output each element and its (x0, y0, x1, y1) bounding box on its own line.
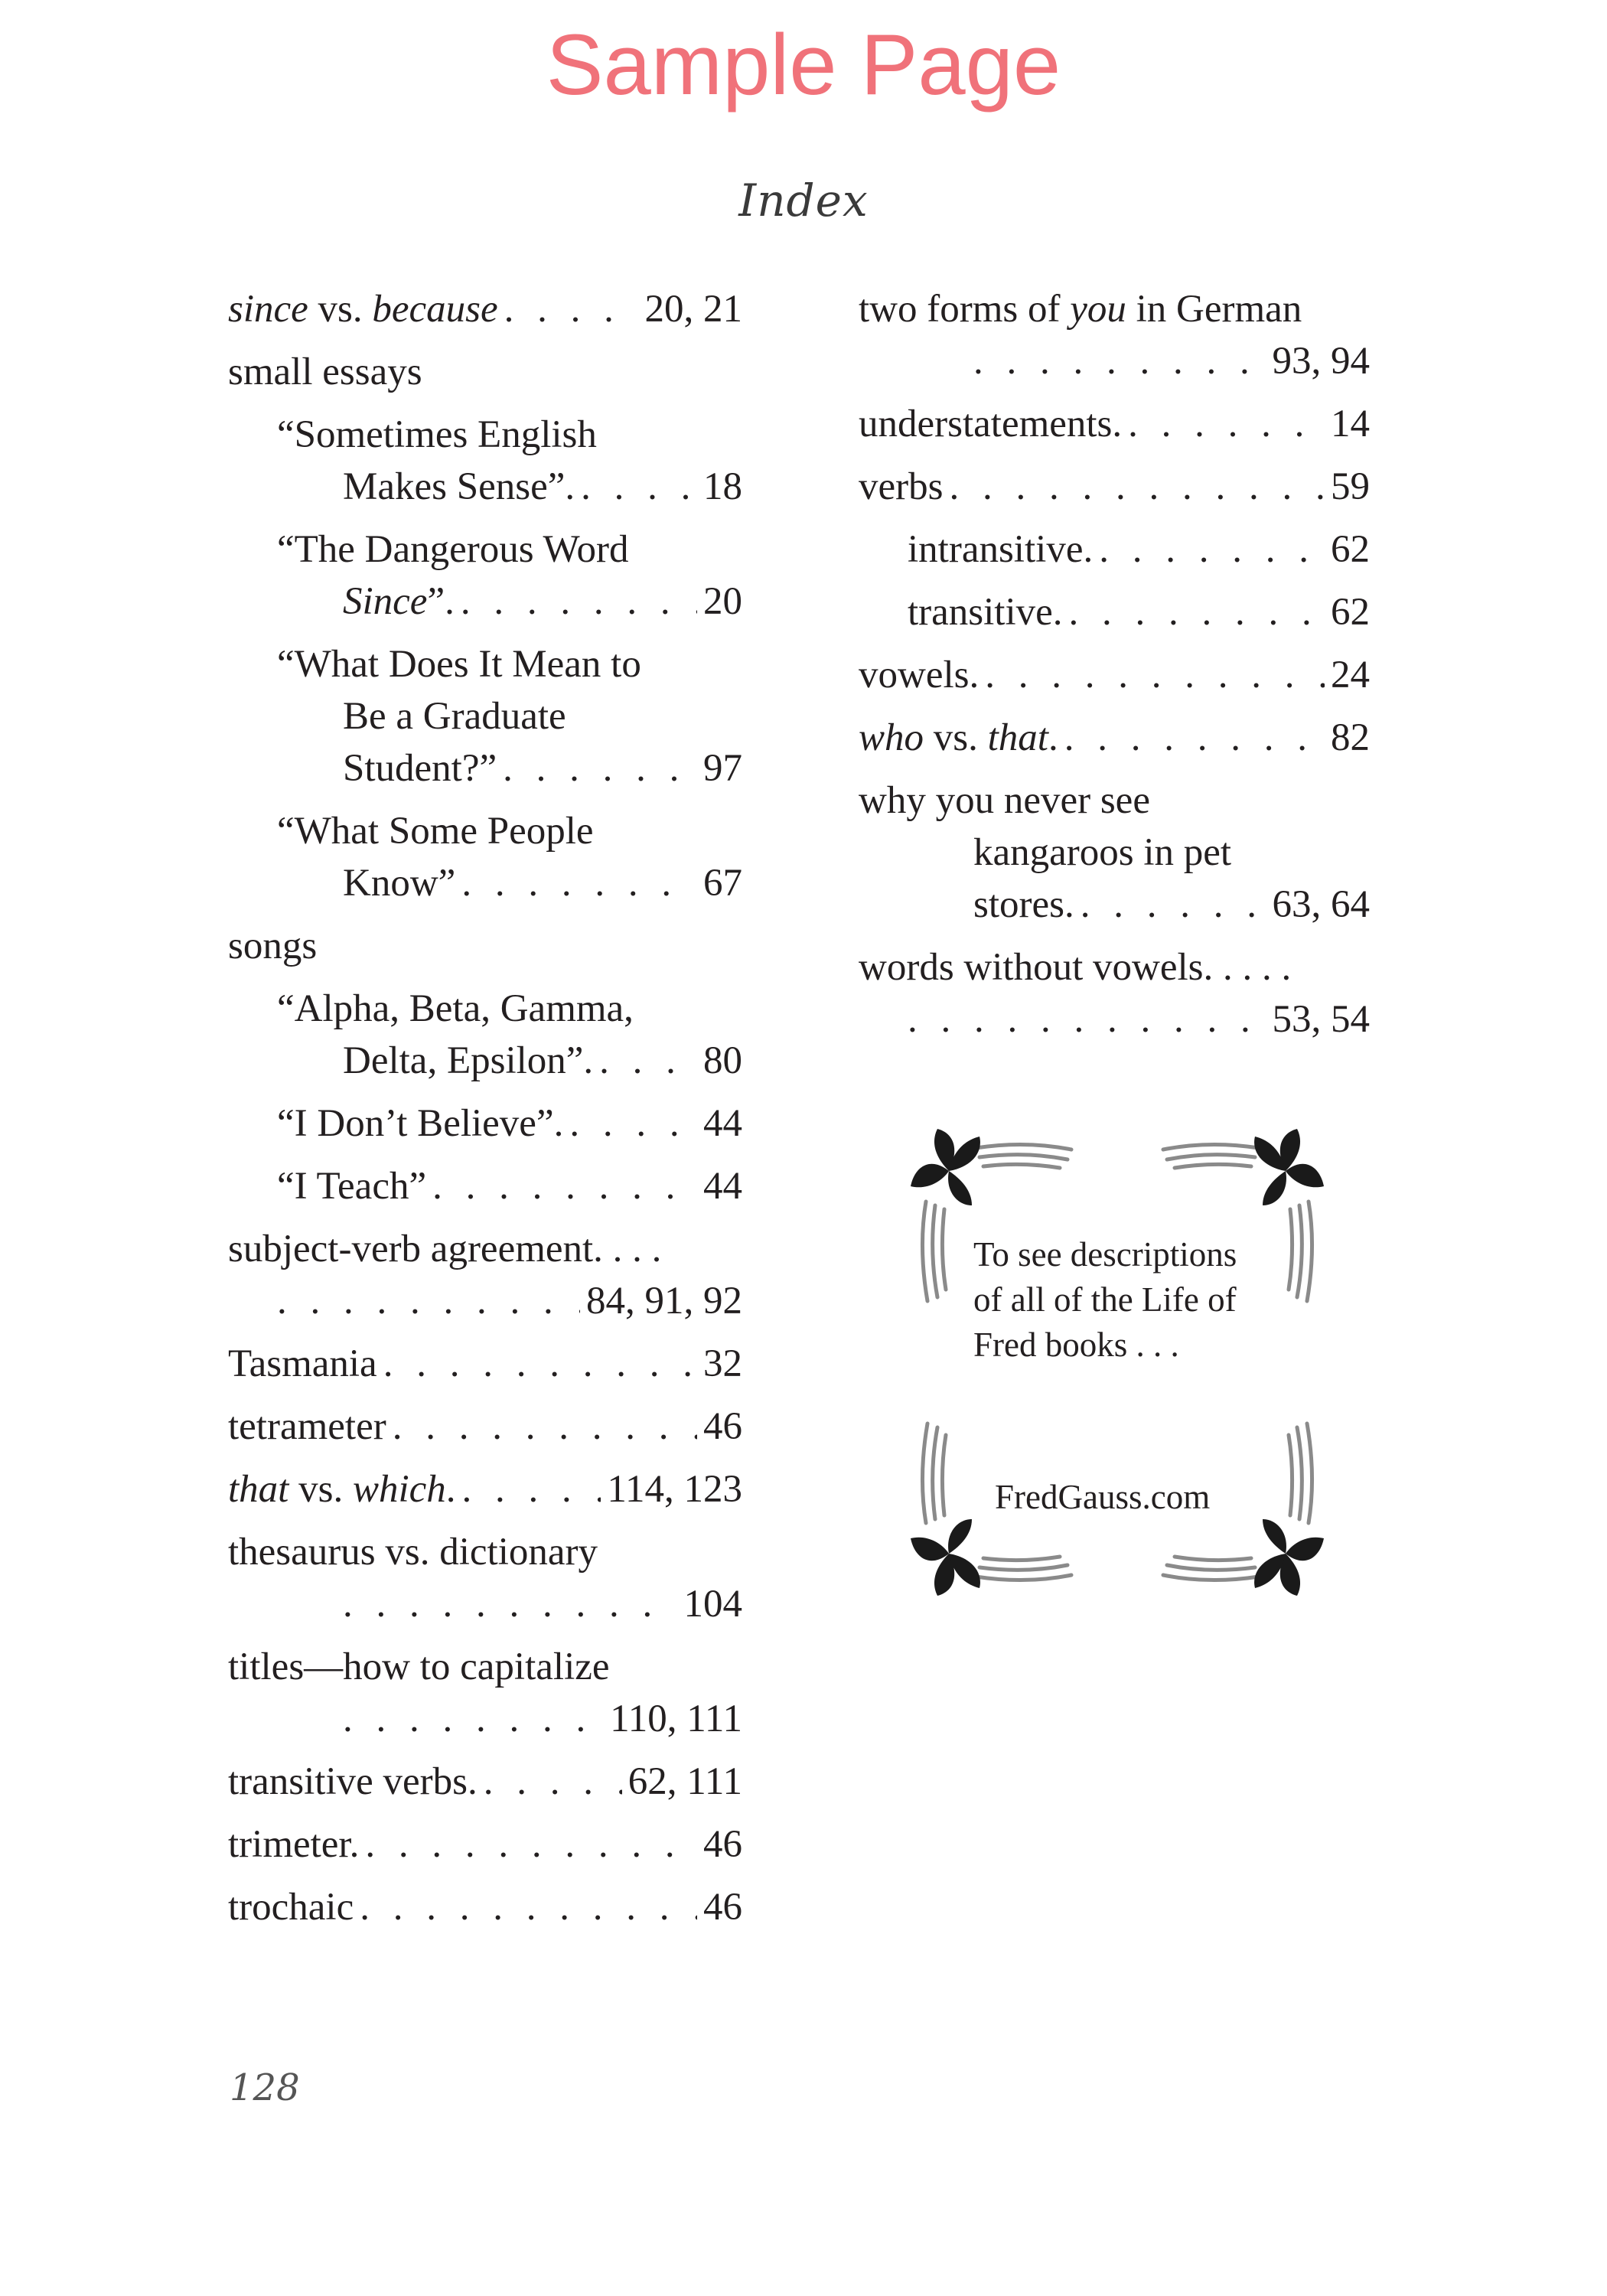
index-entry: small essays (228, 351, 422, 393)
index-subentry: “I Teach” . . . 44 (228, 1160, 742, 1212)
index-entry: subject-verb agreement. . . . . . . 84, 91, 92 (228, 1223, 742, 1327)
page-ref: 18 (703, 465, 742, 508)
page-ref: 93, 94 (1272, 340, 1370, 383)
index-entry: why you never see kangaroos in pet stores. . . . 63, 64 (859, 775, 1370, 931)
page-number: 128 (230, 2066, 300, 2109)
page-ref: 97 (703, 747, 742, 790)
index-entry: songs (228, 925, 318, 967)
index-column-left (228, 283, 742, 1944)
page-ref: 44 (703, 1102, 742, 1145)
index-entry: thesaurus vs. dictionary . . . 104 (228, 1526, 742, 1630)
page-ref: 24 (1331, 654, 1370, 696)
page-ref: 63, 64 (1272, 883, 1370, 926)
index-entry: titles—how to capitalize . . . 110, 111 (228, 1641, 742, 1745)
index-subentry: “Sometimes English Makes Sense”. . . . 18 (228, 409, 742, 513)
index-entry: two forms of you in German . . . 93, 94 (859, 283, 1370, 387)
page-ref: 59 (1331, 465, 1370, 508)
index-entry: vowels. . . . 24 (859, 649, 1370, 701)
promo-text: To see descriptions of all of the Life of Fred books . . . (973, 1235, 1237, 1364)
page-ref: 104 (683, 1583, 742, 1626)
page-ref: 46 (703, 1886, 742, 1929)
page-ref: 44 (703, 1165, 742, 1208)
index-entry: verbs . . . 59 (859, 461, 1370, 513)
index-entry: tetrameter . . . 46 (228, 1401, 742, 1453)
index-subentry: transitive. . . . 62 (859, 586, 1370, 638)
page-ref: 80 (703, 1039, 742, 1082)
page-ref: 46 (703, 1405, 742, 1448)
page-ref: 62 (1331, 528, 1370, 571)
index-subentry: “What Does It Mean to Be a Graduate Student?” . . . 97 (228, 638, 742, 794)
index-subentry: intransitive. . . . 62 (859, 523, 1370, 576)
page-ref: 46 (703, 1823, 742, 1866)
index-entry: trochaic . . . 46 (228, 1881, 742, 1933)
index-entry: transitive verbs. . . . 62, 111 (228, 1756, 742, 1808)
index-entry: since vs. because . . . 20, 21 (228, 283, 742, 335)
page-ref: 67 (703, 862, 742, 905)
page-ref: 20, 21 (644, 288, 742, 331)
index-subentry: “Alpha, Beta, Gamma, Delta, Epsilon”. . . . 80 (228, 983, 742, 1087)
index-entry: who vs. that. . . . 82 (859, 712, 1370, 764)
page-ref: 62 (1331, 591, 1370, 634)
index-heading: Index (738, 174, 869, 227)
page-ref: 84, 91, 92 (586, 1280, 742, 1322)
page-ref: 62, 111 (627, 1760, 742, 1803)
sample-page-banner: Sample Page (546, 17, 1061, 113)
index-subentry: “What Some People Know” . . . 67 (228, 805, 742, 909)
index-entry: words without vowels. . . . . . . . 53, 54 (859, 941, 1370, 1045)
index-entry: Tasmania . . . 32 (228, 1338, 742, 1390)
page-ref: 14 (1331, 403, 1370, 445)
index-subentry: “The Dangerous Word Since”. . . . 20 (228, 523, 742, 628)
dot-leader (504, 283, 639, 335)
index-column-right (859, 283, 1370, 1056)
page-ref: 32 (703, 1342, 742, 1385)
index-entry: understatements. . . . 14 (859, 398, 1370, 450)
index-subentry: “I Don’t Believe”. . . . 44 (228, 1097, 742, 1150)
page-ref: 53, 54 (1272, 998, 1370, 1041)
page-ref: 20 (703, 580, 742, 623)
page-ref: 82 (1331, 716, 1370, 759)
index-entry: trimeter. . . . 46 (228, 1818, 742, 1870)
index-entry: that vs. which. . . . 114, 123 (228, 1463, 742, 1515)
page-ref: 110, 111 (610, 1698, 742, 1740)
promo-url: FredGauss.com (995, 1478, 1211, 1516)
page-ref: 114, 123 (607, 1468, 742, 1511)
